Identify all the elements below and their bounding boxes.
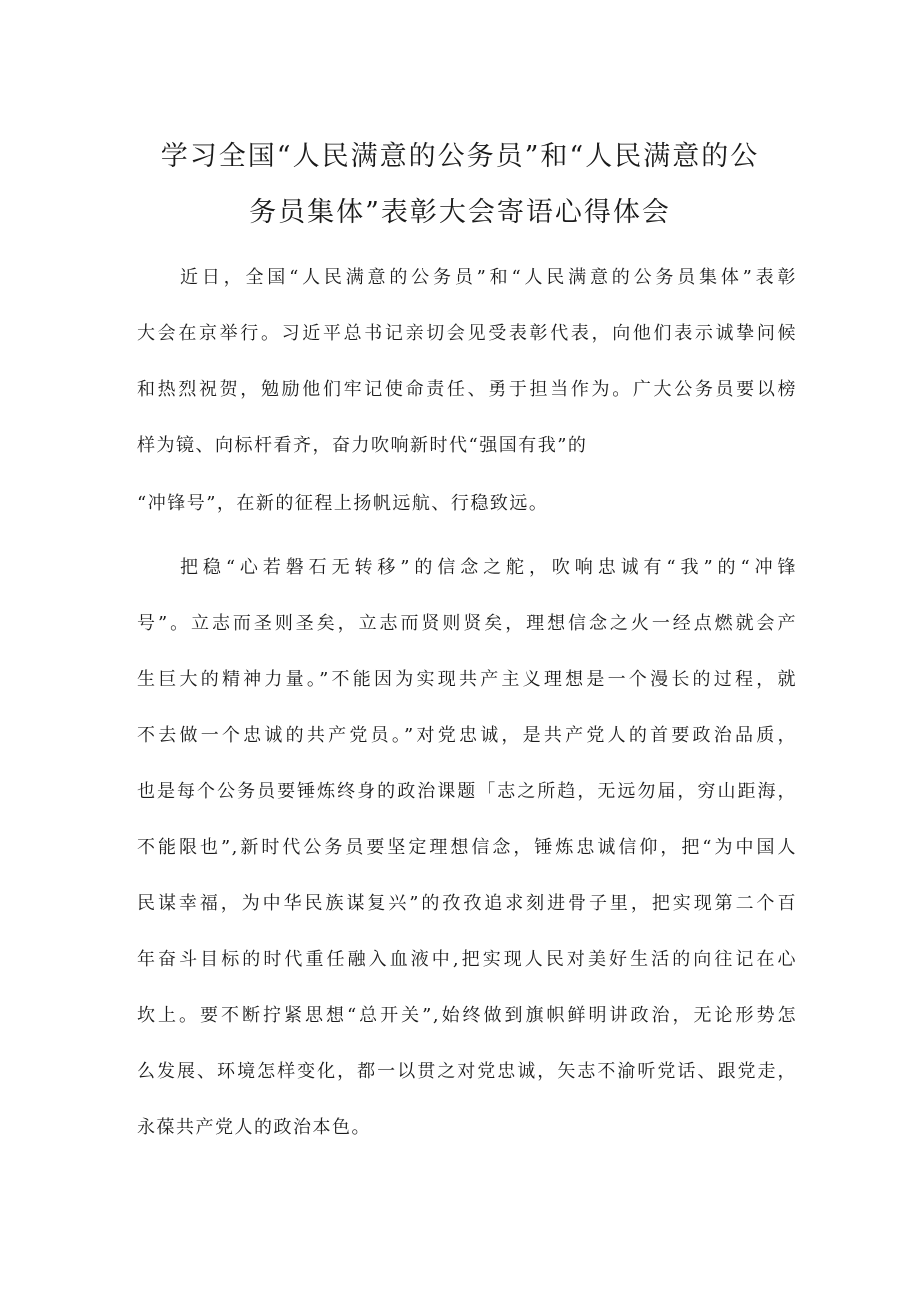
paragraph-2-line-3: 生巨大的精神力量。”不能因为实现共产主义理想是一个漫长的过程，就 xyxy=(137,669,797,690)
paragraph-1-line-2: 大会在京举行。习近平总书记亲切会见受表彰代表，向他们表示诚挚问候 xyxy=(137,323,797,344)
paragraph-2-line-4: 不去做一个忠诚的共产党员。”对党忠诚，是共产党人的首要政治品质， xyxy=(137,725,797,746)
paragraph-1-line-1: 近日，全国“人民满意的公务员”和“人民满意的公务员集体”表彰 xyxy=(180,267,797,288)
paragraph-2-line-8: 年奋斗目标的时代重任融入血液中,把实现人民对美好生活的向往记在心 xyxy=(137,949,797,970)
document-title-line-1: 学习全国“人民满意的公务员”和“人民满意的公 xyxy=(160,141,760,172)
paragraph-2-line-5: 也是每个公务员要锤炼终身的政治课题「志之所趋，无远勿届，穷山距海， xyxy=(137,781,797,802)
document-title-line-2: 务员集体”表彰大会寄语心得体会 xyxy=(249,197,671,228)
paragraph-2-line-2: 号”。立志而圣则圣矣，立志而贤则贤矣，理想信念之火一经点燃就会产 xyxy=(137,613,797,634)
paragraph-2-line-6: 不能限也”,新时代公务员要坚定理想信念，锤炼忠诚信仰，把“为中国人 xyxy=(137,837,797,858)
paragraph-2-line-7: 民谋幸福，为中华民族谋复兴”的孜孜追求刻进骨子里，把实现第二个百 xyxy=(137,893,797,914)
paragraph-2-line-1: 把稳“心若磐石无转移”的信念之舵，吹响忠诚有“我”的“冲锋 xyxy=(180,557,797,578)
paragraph-1-line-4: 样为镜、向标杆看齐，奋力吹响新时代“强国有我”的 xyxy=(137,435,588,456)
paragraph-2-line-10: 么发展、环境怎样变化，都一以贯之对党忠诚，矢志不渝听党话、跟党走， xyxy=(137,1061,797,1082)
paragraph-1-line-5: “冲锋号”，在新的征程上扬帆远航、行稳致远。 xyxy=(137,493,549,514)
paragraph-2-line-9: 坎上。要不断拧紧思想“总开关”,始终做到旗帜鲜明讲政治，无论形势怎 xyxy=(137,1005,797,1026)
paragraph-1-line-3: 和热烈祝贺，勉励他们牢记使命责任、勇于担当作为。广大公务员要以榜 xyxy=(137,379,797,400)
paragraph-2-line-11: 永葆共产党人的政治本色。 xyxy=(137,1117,371,1138)
